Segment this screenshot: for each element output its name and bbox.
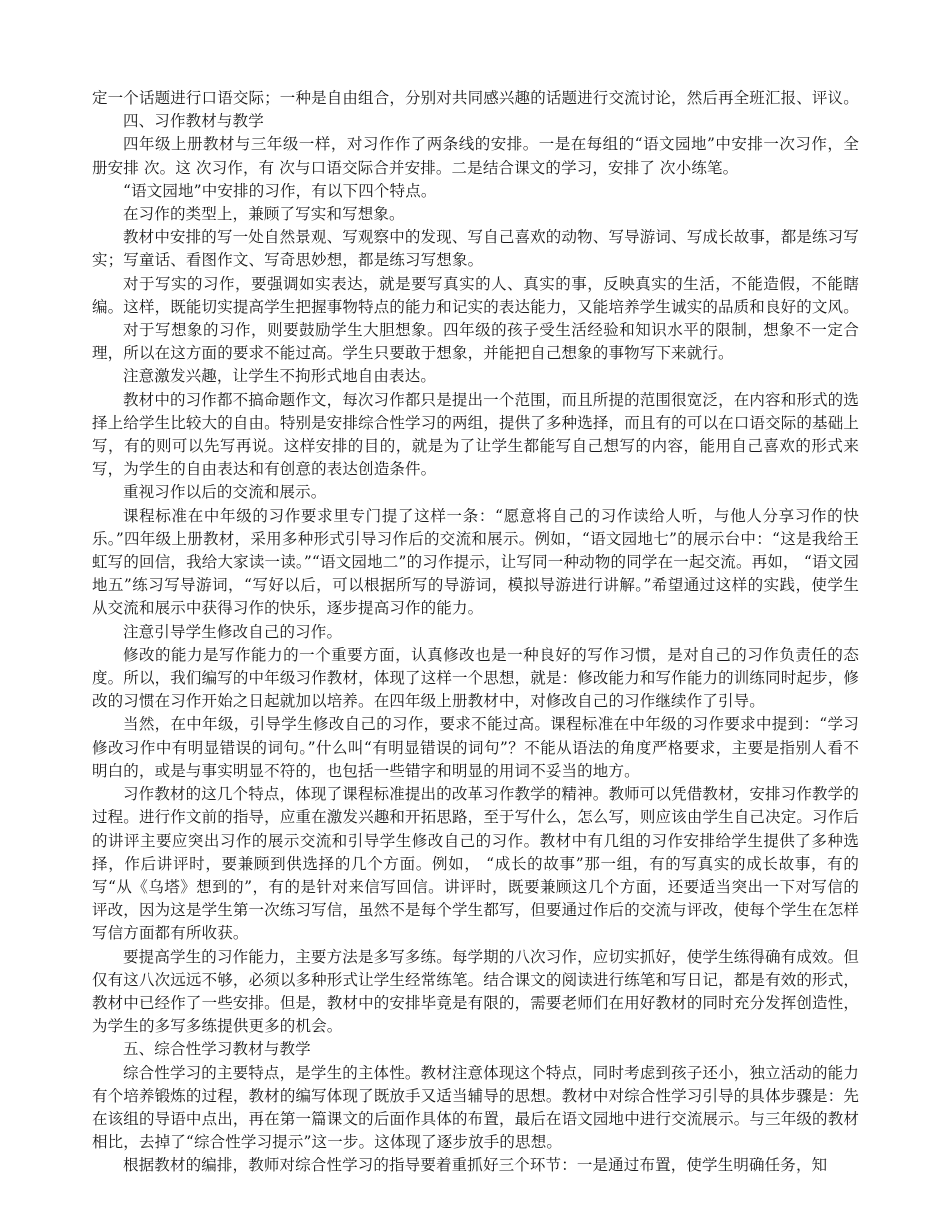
paragraph: 修改的能力是写作能力的一个重要方面，认真修改也是一种良好的写作习惯，是对自己的习作负责任的态度。所以，我们编写的中年级习作教材，体现了这样一个思想，就是：修改能力和写作能力的训练同时起步，修改的习惯在习作开始之日起就加以培养。在四年级上册教材中，对修改自己的习作继续作了引导。 (92, 645, 859, 711)
paragraph: 课程标准在中年级的习作要求里专门提了这样一条：“愿意将自己的习作读给人听，与他人分享习作的快乐。”四年级上册教材，采用多种形式引导习作后的交流和展示。例如，“语文园地七”的展示台中：“这是我给王虹写的回信，我给大家读一读。”“语文园地二”的习作提示，让写同一种动物的同学在一起交流。再如， “语文园地五”练习写导游词，“写好以后，可以根据所写的导游词，模拟导游进行讲解。”希望通过这样的实践，使学生从交流和展示中获得习作的快乐，逐步提高习作的能力。 (92, 506, 859, 618)
paragraph: 根据教材的编排，教师对综合性学习的指导要着重抓好三个环节：一是通过布置，使学生明确任务，知 (123, 1156, 828, 1175)
paragraph: 四年级上册教材与三年级一样，对习作作了两条线的安排。一是在每组的“语文园地”中安排一次习作，全册安排 次。这 次习作，有 次与口语交际合并安排。二是结合课文的学习，安排了 次小练笔。 (92, 135, 859, 177)
paragraph: 教材中安排的写一处自然景观、写观察中的发现、写自己喜欢的动物、写导游词、写成长故事，都是练习写实；写童话、看图作文、写奇思妙想，都是练习写想象。 (92, 228, 859, 270)
paragraph: 当然，在中年级，引导学生修改自己的习作，要求不能过高。课程标准在中年级的习作要求中提到：“学习修改习作中有明显错误的词句。”什么叫“有明显错误的词句”？不能从语法的角度严格要求，主要是指别人看不明白的，或是与事实明显不符的，也包括一些错字和明显的用词不妥当的地方。 (92, 715, 859, 780)
subheading: 注意引导学生修改自己的习作。 (123, 622, 343, 641)
subheading: 重视习作以后的交流和展示。 (123, 483, 327, 502)
paragraph: 综合性学习的主要特点，是学生的主体性。教材注意体现这个特点，同时考虑到孩子还小，独立活动的能力有个培养锻炼的过程，教材的编写体现了既放手又适当辅导的思想。教材中对综合性学习引导的具体步骤是：先在该组的导语中点出，再在第一篇课文的后面作具体的布置，最后在语文园地中进行交流展示。与三年级的教材相比，去掉了“综合性学习提示”这一步。这体现了逐步放手的思想。 (92, 1063, 859, 1152)
section-heading: 四、习作教材与教学 (123, 112, 264, 131)
paragraph: 对于写实的习作，要强调如实表达，就是要写真实的人、真实的事，反映真实的生活，不能造假，不能瞎编。这样，既能切实提高学生把握事物特点的能力和记实的表达能力，又能培养学生诚实的品质和良好的文风。 (92, 274, 859, 316)
subheading: 注意激发兴趣，让学生不拘形式地自由表达。 (123, 367, 437, 386)
paragraph: 对于写想象的习作，则要鼓励学生大胆想象。四年级的孩子受生活经验和知识水平的限制，想象不一定合理，所以在这方面的要求不能过高。学生只要敢于想象，并能把自己想象的事物写下来就行。 (92, 321, 859, 363)
paragraph: 习作教材的这几个特点，体现了课程标准提出的改革习作教学的精神。教师可以凭借教材，安排习作教学的过程。进行作文前的指导，应重在激发兴趣和开拓思路，至于写什么，怎么写，则应该由学生自己决定。习作后的讲评主要应突出习作的展示交流和引导学生修改自己的习作。教材中有几组的习作安排给学生提供了多种选择，作后讲评时，要兼顾到供选择的几个方面。例如， “成长的故事”那一组，有的写真实的成长故事，有的写“从《乌塔》想到的”，有的是针对来信写回信。讲评时，既要兼顾这几个方面，还要适当突出一下对写信的评改，因为这是学生第一次练习写信，虽然不是每个学生都写，但要通过作后的交流与评改，使每个学生在怎样写信方面都有所收获。 (92, 785, 859, 943)
paragraph: 教材中的习作都不搞命题作文，每次习作都只是提出一个范围，而且所提的范围很宽泛，在内容和形式的选择上给学生比较大的自由。特别是安排综合性学习的两组，提供了多种选择，而且有的可以在口语交际的基础上写，有的则可以先写再说。这样安排的目的，就是为了让学生都能写自己想写的内容，能用自己喜欢的形式来写，为学生的自由表达和有创意的表达创造条件。 (92, 390, 859, 479)
document-page (92, 87, 859, 1178)
paragraph: 定一个话题进行口语交际；一种是自由组合，分别对共同感兴趣的话题进行交流讨论，然后再全班汇报、评议。 (92, 89, 859, 107)
paragraph: “语文园地”中安排的习作，有以下四个特点。 (123, 181, 437, 200)
subheading: 在习作的类型上，兼顾了写实和写想象。 (123, 205, 405, 224)
section-heading: 五、综合性学习教材与教学 (123, 1040, 311, 1059)
paragraph: 要提高学生的习作能力，主要方法是多写多练。每学期的八次习作，应切实抓好，使学生练得确有成效。但仅有这八次远远不够，必须以多种形式让学生经常练笔。结合课文的阅读进行练笔和写日记，都是有效的形式，教材中已经作了一些安排。但是，教材中的安排毕竟是有限的，需要老师们在用好教材的同时充分发挥创造性，为学生的多写多练提供更多的机会。 (92, 947, 859, 1036)
